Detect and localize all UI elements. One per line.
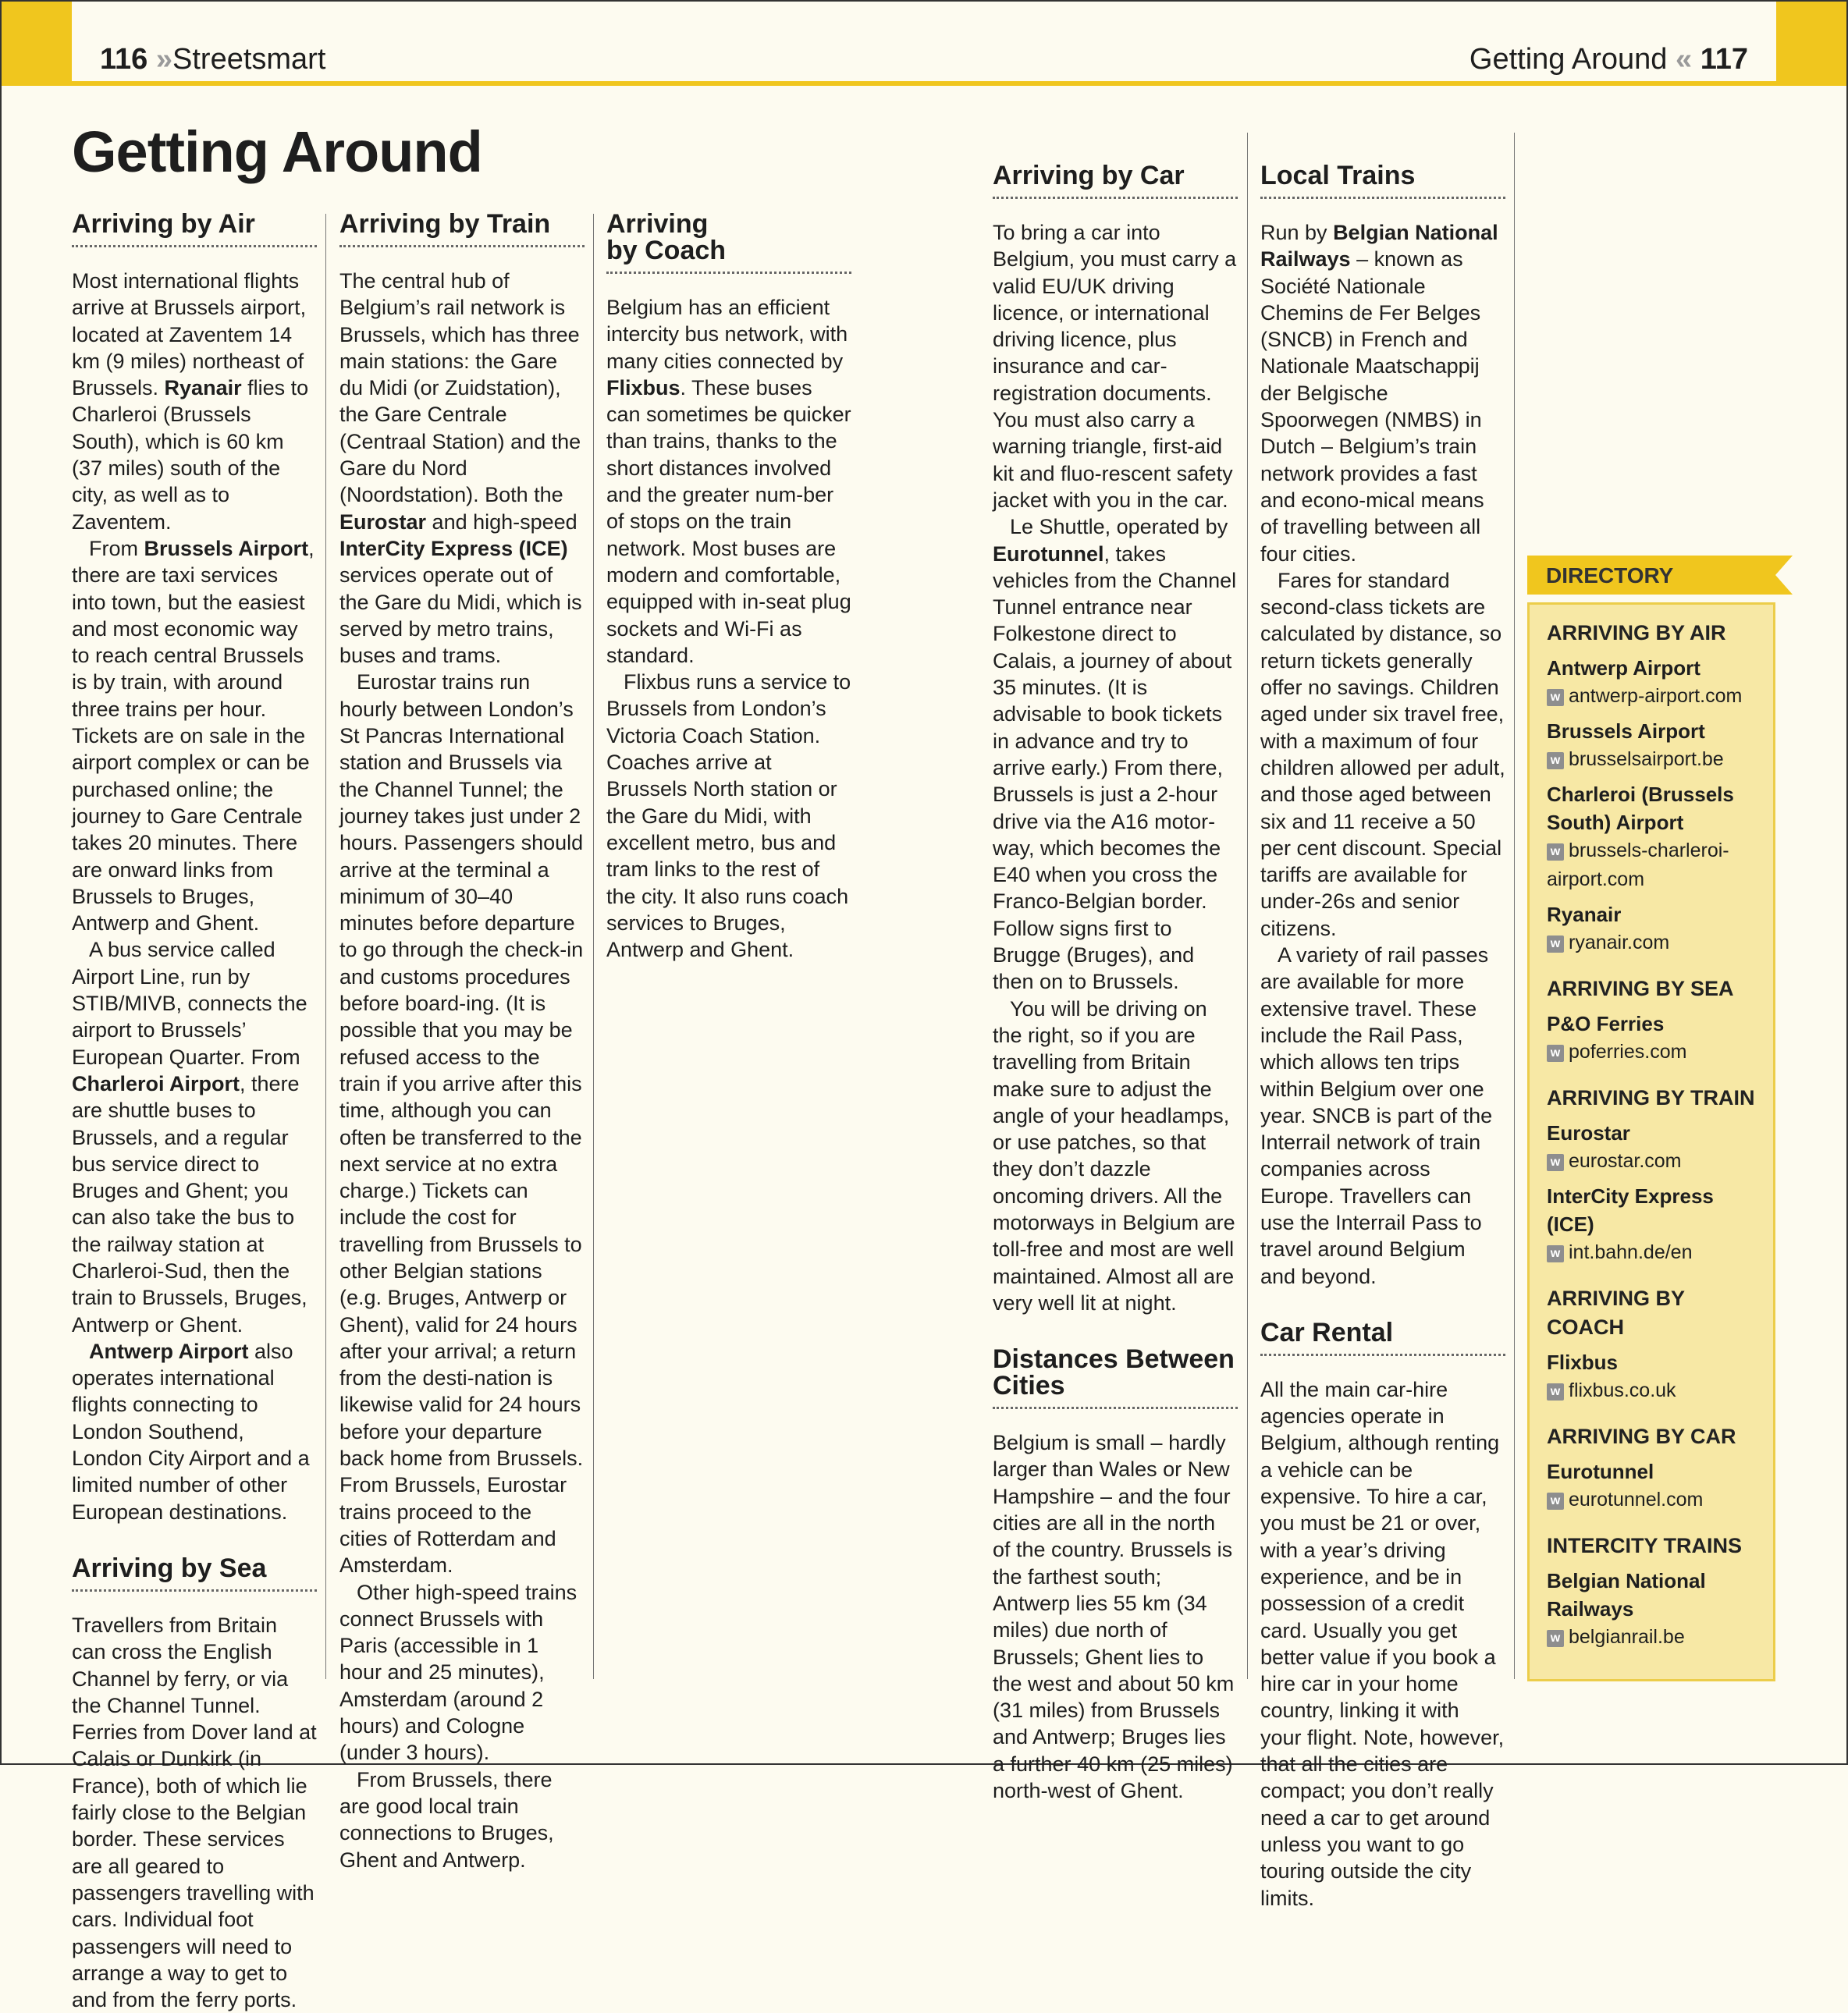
directory-entry-url[interactable]: w brusselsairport.be xyxy=(1547,745,1757,774)
car-paragraph-3: You will be driving on the right, so if you are travelling from Britain make sure to adjust the angle of your headlamps, or use patches, so that they don’t dazzle oncoming drivers. All the motorways in Belgium are toll-free and most are well maintained. Almost all are very well lit at night. xyxy=(993,996,1235,1315)
directory-entry-name: Charleroi (Brussels South) Airport xyxy=(1547,783,1734,834)
car-paragraph-1: To bring a car into Belgium, you must carry a valid EU/UK driving licence, or international driving licence, plus insurance and car-registration documents. You must also carry a warning triangle, first-aid kit and fluo-rescent safety jacket with you in the car. xyxy=(993,221,1237,512)
air-paragraph-1: Most international flights arrive at Brussels airport, located at Zaventem 14 km (9 miles) northeast of Brussels. Ryanair flies to Charleroi (Brussels South), which is 60 km (37 miles) south of the city, as well as to Zaventem. xyxy=(72,269,309,534)
directory-entry-url[interactable]: w flixbus.co.uk xyxy=(1547,1376,1757,1405)
heading-car-rental: Car Rental xyxy=(1260,1319,1505,1356)
column-1 xyxy=(72,211,317,2013)
directory-entry-url[interactable]: w belgianrail.be xyxy=(1547,1623,1757,1652)
directory-entry-name: Eurotunnel xyxy=(1547,1460,1654,1483)
directory-category: ARRIVING BY COACH xyxy=(1547,1287,1685,1339)
page-title: Getting Around xyxy=(72,119,482,184)
right-running-head xyxy=(1470,42,1748,76)
train-paragraph-2: Eurostar trains run hourly between London’s St Pancras International station and Brussels via the Channel Tunnel; the journey takes just under 2 hours. Passengers should arrive at the terminal a minimum of 30–40 minutes before departure to go through the check-in and customs procedures before board-ing. (It is possible that you may be refused access to the train if you arrive after this time, although you can often be transferred to the next service at no extra charge.) Tickets can include the cost for travelling from Brussels to other Belgian stations (e.g. Bruges, Antwerp or Ghent), valid for 24 hours after your arrival; a return from the desti-nation is likewise valid for 24 hours before your departure back home from Brussels. From Brussels, Eurostar trains proceed to the cities of Rotterdam and Amsterdam. xyxy=(339,670,584,1578)
train-paragraph-4: From Brussels, there are good local train connections to Bruges, Ghent and Antwerp. xyxy=(339,1767,554,1872)
directory-heading: DIRECTORY xyxy=(1527,556,1775,595)
chevron-left-icon: « xyxy=(1675,43,1693,76)
column-4 xyxy=(993,133,1238,1804)
train-paragraph-1: The central hub of Belgium’s rail network is Brussels, which has three main stations: the Gare du Midi (or Zuidstation), the Gare Centrale (Centraal Station) and the Gare du Nord (Noordstation). Both the Eurostar and high-speed InterCity Express (ICE) services operate out of the Gare du Midi, which is served by metro trains, buses and trams. xyxy=(339,269,582,668)
right-page-number: 117 xyxy=(1700,43,1748,76)
heading-arriving-by-air: Arriving by Air xyxy=(72,211,317,247)
directory-category: ARRIVING BY SEA xyxy=(1547,977,1734,1000)
directory-entry-url[interactable]: w brussels-charleroi-airport.com xyxy=(1547,840,1729,890)
directory-entry-url[interactable]: w ryanair.com xyxy=(1547,928,1757,957)
heading-local-trains: Local Trains xyxy=(1260,162,1505,199)
car-rental-paragraph-1: All the main car-hire agencies operate in Belgium, although renting a vehicle can be expensive. To hire a car, you must be 21 or over, with a year’s driving experience, and be in possession of a credit card. Usually you get better value if you book a hire car in your home country, linking it with your flight. Note, however, that all the cities are compact; you don’t really need a car to get around unless you want to go touring outside the city limits. xyxy=(1260,1377,1505,1910)
sea-paragraph-1: Travellers from Britain can cross the English Channel by ferry, or via the Channel Tunnel. Ferries from Dover land at Calais or Dunkirk (in France), both of which lie fairly close to the Belgian border. These services are all geared to passengers travelling with cars. Individual foot passengers will need to arrange a way to get to and from the ferry ports. xyxy=(72,1613,317,2012)
heading-arriving-by-train: Arriving by Train xyxy=(339,211,585,247)
directory-entry-name: Flixbus xyxy=(1547,1351,1619,1374)
local-trains-paragraph-3: A variety of rail passes are available for more extensive travel. These include the Rail Pass, which allows ten trips within Belgium over one year. SNCB is part of the Interrail network of train companies across Europe. Travellers can use the Interrail Pass to travel around Belgium and beyond. xyxy=(1260,943,1493,1288)
web-icon: w xyxy=(1547,935,1564,953)
header-rule xyxy=(72,81,1776,86)
directory-entry-url[interactable]: w int.bahn.de/en xyxy=(1547,1238,1757,1267)
local-trains-paragraph-2: Fares for standard second-class tickets are calculated by distance, so return tickets generally offer no savings. Children aged under six travel free, with a maximum of four children allowed per adult, and those aged between six and 11 receive a 50 per cent discount. Special tariffs are available for under-26s and senior citizens. xyxy=(1260,568,1505,940)
directory-entry-name: InterCity Express (ICE) xyxy=(1547,1184,1714,1236)
web-icon: w xyxy=(1547,689,1564,706)
directory-entry-url[interactable]: w antwerp-airport.com xyxy=(1547,682,1757,711)
web-icon: w xyxy=(1547,752,1564,769)
directory-entry-name: Brussels Airport xyxy=(1547,719,1705,743)
directory-entry-url[interactable]: w eurostar.com xyxy=(1547,1147,1757,1176)
chevron-right-icon: » xyxy=(155,43,173,76)
column-divider xyxy=(593,214,594,1679)
directory-category: ARRIVING BY TRAIN xyxy=(1547,1086,1755,1109)
column-divider xyxy=(1514,133,1515,1679)
left-section-title: Streetsmart xyxy=(172,43,326,76)
column-5 xyxy=(1260,133,1505,1912)
air-paragraph-4: Antwerp Airport also operates international flights connecting to London Southend, London City Airport and a limited number of other European destinations. xyxy=(72,1339,310,1524)
directory-entry-name: P&O Ferries xyxy=(1547,1012,1665,1035)
right-section-title: Getting Around xyxy=(1469,43,1668,76)
column-divider xyxy=(1247,133,1248,1679)
heading-distances-between-cities: Distances Between Cities xyxy=(993,1346,1238,1409)
heading-arriving-by-car: Arriving by Car xyxy=(993,162,1238,199)
directory-category: ARRIVING BY AIR xyxy=(1547,621,1726,644)
directory-box xyxy=(1527,602,1775,1681)
coach-paragraph-1: Belgium has an efficient intercity bus network, with many cities connected by Flixbus. These buses can sometimes be quicker than trains, thanks to the short distances involved and the greater num-ber of stops on the train network. Most buses are modern and comfortable, equipped with in-seat plug sockets and Wi-Fi as standard. xyxy=(606,296,851,667)
directory-entry-url[interactable]: w poferries.com xyxy=(1547,1038,1757,1067)
left-page-number: 116 xyxy=(100,43,148,76)
left-running-head xyxy=(100,42,325,76)
web-icon: w xyxy=(1547,1383,1564,1401)
coach-paragraph-2: Flixbus runs a service to Brussels from London’s Victoria Coach Station. Coaches arrive at Brussels North station or the Gare du Midi, with excellent metro, bus and tram links to the rest of the city. It also runs coach services to Bruges, Antwerp and Ghent. xyxy=(606,670,851,962)
train-paragraph-3: Other high-speed trains connect Brussels with Paris (accessible in 1 hour and 25 minutes), Amsterdam (around 2 hours) and Cologne (under 3 hours). xyxy=(339,1580,578,1765)
directory-entry-name: Eurostar xyxy=(1547,1121,1630,1145)
heading-arriving-by-coach: Arriving by Coach xyxy=(606,211,851,274)
column-3 xyxy=(606,211,851,963)
left-header-band xyxy=(0,0,72,86)
air-paragraph-2: From Brussels Airport, there are taxi services into town, but the easiest and most economic way to reach central Brussels is by train, with around three trains per hour. Tickets are on sale in the airport complex or can be purchased online; the journey to Gare Centrale takes 20 minutes. There are onward links from Brussels to Bruges, Antwerp and Ghent. xyxy=(72,536,315,935)
directory-entry-name: Belgian National Railways xyxy=(1547,1569,1706,1621)
heading-arriving-by-sea: Arriving by Sea xyxy=(72,1555,317,1592)
directory-category: INTERCITY TRAINS xyxy=(1547,1534,1743,1557)
local-trains-paragraph-1: Run by Belgian National Railways – known as Société Nationale Chemins de Fer Belges (SNCB) in French and Nationale Maatschappij der Belgische Spoorwegen (NMBS) in Dutch – Belgium’s train network provides a fast and econo-mical means of travelling between all four cities. xyxy=(1260,221,1498,566)
web-icon: w xyxy=(1547,1630,1564,1647)
directory-entry-name: Ryanair xyxy=(1547,903,1622,926)
directory-entry-url[interactable]: w eurotunnel.com xyxy=(1547,1486,1757,1514)
web-icon: w xyxy=(1547,1493,1564,1510)
web-icon: w xyxy=(1547,1154,1564,1171)
air-paragraph-3: A bus service called Airport Line, run by STIB/MIVB, connects the airport to Brussels’ European Quarter. From Charleroi Airport, there are shuttle buses to Brussels, and a regular bus service direct to Bruges and Ghent; you can also take the bus to the railway station at Charleroi-Sud, then the train to Brussels, Bruges, Antwerp or Ghent. xyxy=(72,938,307,1337)
web-icon: w xyxy=(1547,1045,1564,1062)
distances-paragraph-1: Belgium is small – hardly larger than Wales or New Hampshire – and the four cities are all in the north of the country. Brussels is the farthest south; Antwerp lies 55 km (34 miles) due north of Brussels; Ghent lies to the west and about 50 km (31 miles) from Brussels and Antwerp; Bruges lies a further 40 km (25 miles) north-west of Ghent. xyxy=(993,1431,1235,1803)
web-icon: w xyxy=(1547,1245,1564,1262)
web-icon: w xyxy=(1547,843,1564,861)
directory-category: ARRIVING BY CAR xyxy=(1547,1425,1736,1448)
column-divider xyxy=(325,214,326,1679)
directory-entry-name: Antwerp Airport xyxy=(1547,656,1701,680)
column-2 xyxy=(339,211,585,1873)
right-header-band xyxy=(1776,0,1848,86)
car-paragraph-2: Le Shuttle, operated by Eurotunnel, takes vehicles from the Channel Tunnel entrance near Folkestone direct to Calais, a journey of about 35 minutes. (It is advisable to book tickets in advance and try to arrive early.) From there, Brussels is just a 2-hour drive via the A16 motor-way, which becomes the E40 when you cross the Franco-Belgian border. Follow signs first to Brugge (Bruges), and then on to Brussels. xyxy=(993,515,1237,994)
